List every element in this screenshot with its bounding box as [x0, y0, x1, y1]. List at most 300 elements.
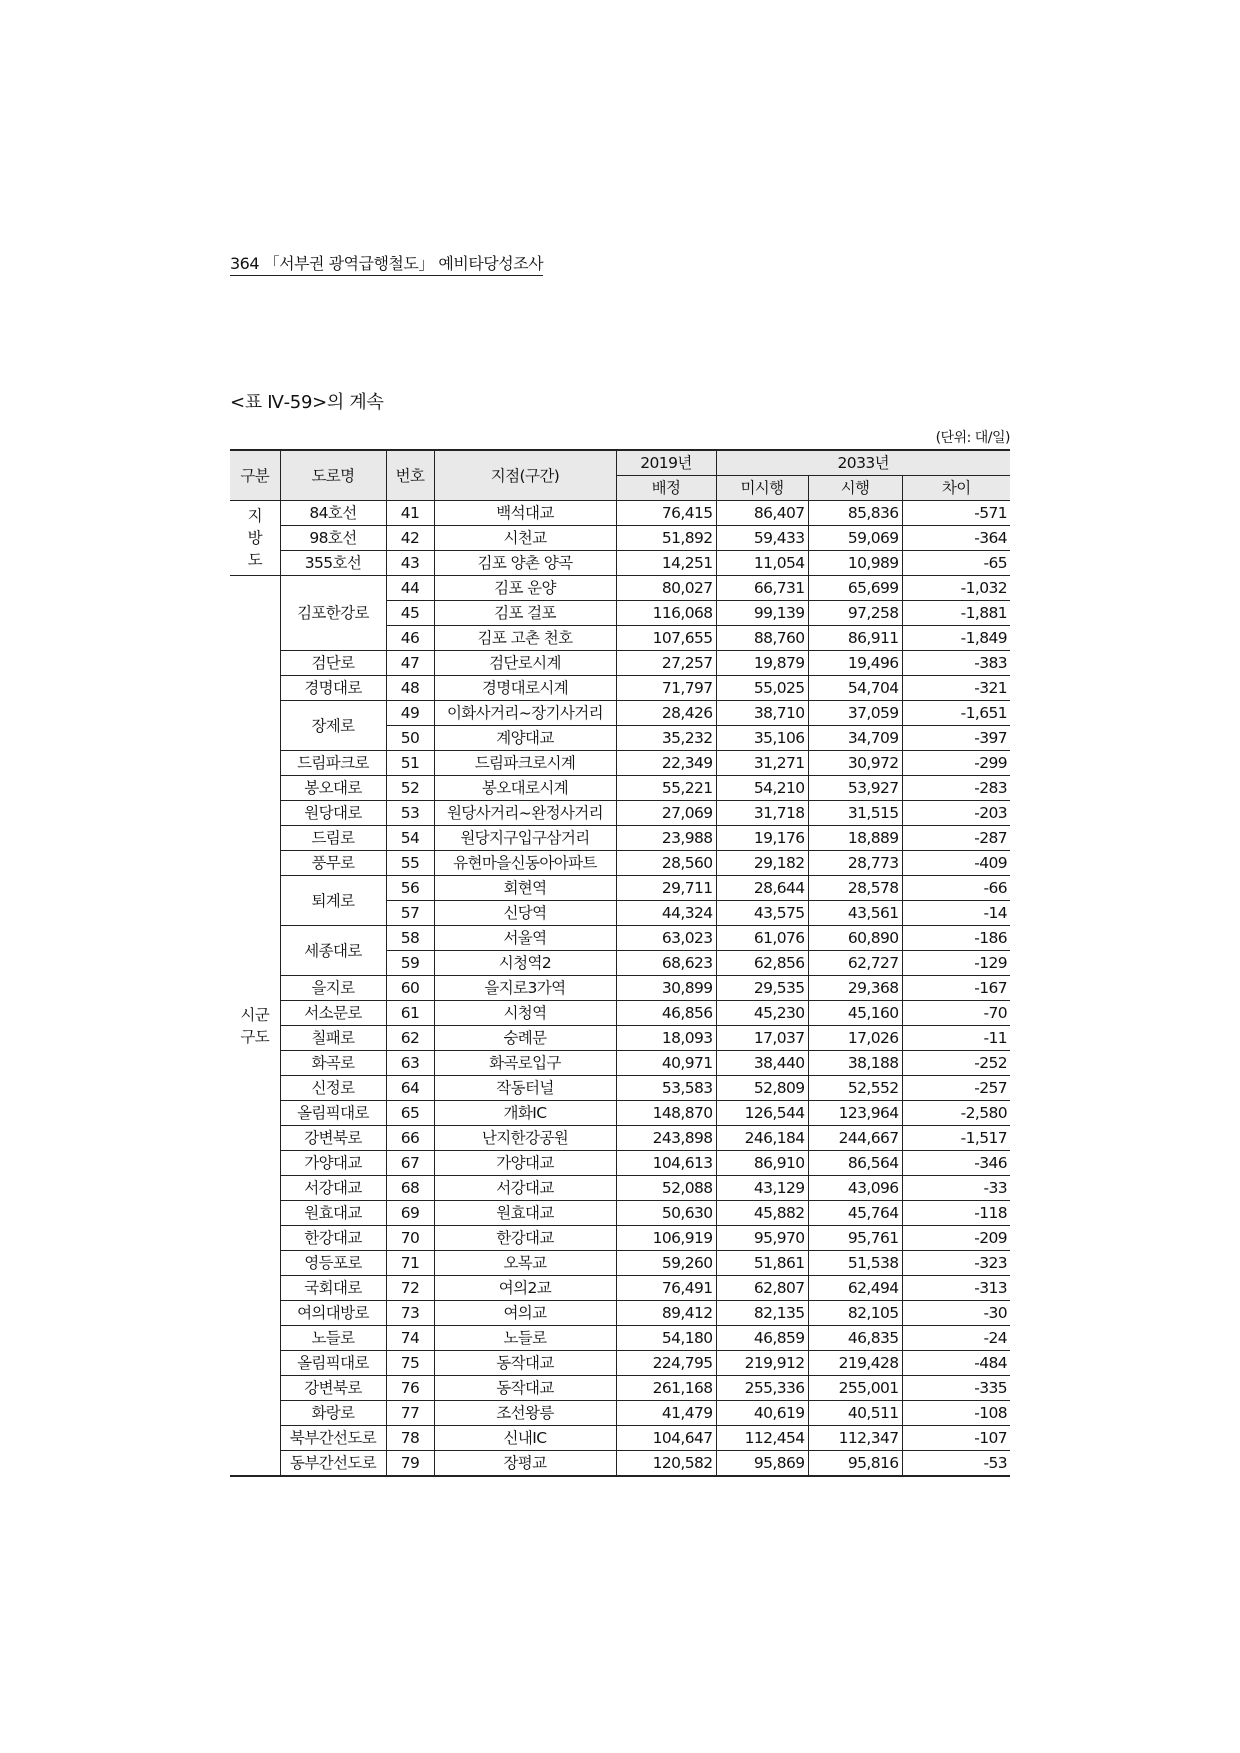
value-2033-not-implemented-cell: 99,139 [716, 601, 808, 626]
value-2019-assigned-cell: 71,797 [616, 676, 716, 701]
location-cell: 여의교 [434, 1301, 616, 1326]
value-difference-cell: -323 [902, 1251, 1010, 1276]
value-2019-assigned-cell: 50,630 [616, 1201, 716, 1226]
value-2019-assigned-cell: 27,257 [616, 651, 716, 676]
road-name-cell: 세종대로 [280, 926, 386, 976]
value-difference-cell: -107 [902, 1426, 1010, 1451]
road-name-cell: 가양대교 [280, 1151, 386, 1176]
number-cell: 52 [386, 776, 434, 801]
table-row [230, 751, 1010, 776]
number-cell: 45 [386, 601, 434, 626]
value-2033-not-implemented-cell: 126,544 [716, 1101, 808, 1126]
value-2033-implemented-cell: 54,704 [808, 676, 902, 701]
number-cell: 53 [386, 801, 434, 826]
number-cell: 63 [386, 1051, 434, 1076]
value-2033-implemented-cell: 46,835 [808, 1326, 902, 1351]
location-cell: 검단로시계 [434, 651, 616, 676]
value-2033-not-implemented-cell: 31,271 [716, 751, 808, 776]
value-2019-assigned-cell: 63,023 [616, 926, 716, 951]
value-2019-assigned-cell: 28,426 [616, 701, 716, 726]
location-cell: 개화IC [434, 1101, 616, 1126]
value-2033-not-implemented-cell: 95,869 [716, 1451, 808, 1477]
location-cell: 원당지구입구삼거리 [434, 826, 616, 851]
value-2019-assigned-cell: 120,582 [616, 1451, 716, 1477]
table-row [230, 1376, 1010, 1401]
value-difference-cell: -1,849 [902, 626, 1010, 651]
table-row [230, 1001, 1010, 1026]
number-cell: 73 [386, 1301, 434, 1326]
location-cell: 을지로3가역 [434, 976, 616, 1001]
location-cell: 시청역 [434, 1001, 616, 1026]
location-cell: 신당역 [434, 901, 616, 926]
value-difference-cell: -397 [902, 726, 1010, 751]
number-cell: 50 [386, 726, 434, 751]
number-cell: 79 [386, 1451, 434, 1477]
value-2033-implemented-cell: 123,964 [808, 1101, 902, 1126]
value-2033-not-implemented-cell: 45,882 [716, 1201, 808, 1226]
value-2033-implemented-cell: 52,552 [808, 1076, 902, 1101]
value-2033-not-implemented-cell: 246,184 [716, 1126, 808, 1151]
value-difference-cell: -118 [902, 1201, 1010, 1226]
value-2033-implemented-cell: 62,494 [808, 1276, 902, 1301]
value-difference-cell: -1,517 [902, 1126, 1010, 1151]
value-2019-assigned-cell: 243,898 [616, 1126, 716, 1151]
traffic-volume-table [230, 449, 1010, 1477]
number-cell: 66 [386, 1126, 434, 1151]
value-2033-not-implemented-cell: 17,037 [716, 1026, 808, 1051]
value-2033-not-implemented-cell: 28,644 [716, 876, 808, 901]
value-2033-implemented-cell: 19,496 [808, 651, 902, 676]
value-2033-implemented-cell: 219,428 [808, 1351, 902, 1376]
road-name-cell: 원당대로 [280, 801, 386, 826]
table-header-row [230, 450, 1010, 476]
value-difference-cell: -346 [902, 1151, 1010, 1176]
table-row [230, 651, 1010, 676]
value-difference-cell: -1,881 [902, 601, 1010, 626]
road-name-cell: 칠패로 [280, 1026, 386, 1051]
value-2019-assigned-cell: 104,613 [616, 1151, 716, 1176]
value-difference-cell: -209 [902, 1226, 1010, 1251]
value-2033-not-implemented-cell: 40,619 [716, 1401, 808, 1426]
value-difference-cell: -383 [902, 651, 1010, 676]
road-name-cell: 경명대로 [280, 676, 386, 701]
location-cell: 시청역2 [434, 951, 616, 976]
road-name-cell: 원효대교 [280, 1201, 386, 1226]
table-row [230, 1076, 1010, 1101]
value-2019-assigned-cell: 35,232 [616, 726, 716, 751]
value-2019-assigned-cell: 14,251 [616, 551, 716, 576]
table-row [230, 1101, 1010, 1126]
value-2019-assigned-cell: 51,892 [616, 526, 716, 551]
value-2033-implemented-cell: 255,001 [808, 1376, 902, 1401]
value-2033-not-implemented-cell: 11,054 [716, 551, 808, 576]
value-2033-not-implemented-cell: 52,809 [716, 1076, 808, 1101]
value-2019-assigned-cell: 18,093 [616, 1026, 716, 1051]
road-name-cell: 풍무로 [280, 851, 386, 876]
value-difference-cell: -2,580 [902, 1101, 1010, 1126]
value-2033-implemented-cell: 59,069 [808, 526, 902, 551]
table-row [230, 576, 1010, 601]
value-2019-assigned-cell: 29,711 [616, 876, 716, 901]
number-cell: 74 [386, 1326, 434, 1351]
value-2033-implemented-cell: 97,258 [808, 601, 902, 626]
value-2033-implemented-cell: 45,764 [808, 1201, 902, 1226]
value-2033-not-implemented-cell: 43,575 [716, 901, 808, 926]
location-cell: 서강대교 [434, 1176, 616, 1201]
header-location: 지점(구간) [434, 450, 616, 501]
value-2033-not-implemented-cell: 29,182 [716, 851, 808, 876]
value-2019-assigned-cell: 41,479 [616, 1401, 716, 1426]
value-2033-implemented-cell: 10,989 [808, 551, 902, 576]
number-cell: 69 [386, 1201, 434, 1226]
number-cell: 55 [386, 851, 434, 876]
table-row [230, 1176, 1010, 1201]
value-2019-assigned-cell: 68,623 [616, 951, 716, 976]
header-year-2033: 2033년 [716, 450, 1010, 476]
road-name-cell: 퇴계로 [280, 876, 386, 926]
location-cell: 노들로 [434, 1326, 616, 1351]
location-cell: 숭례문 [434, 1026, 616, 1051]
number-cell: 42 [386, 526, 434, 551]
number-cell: 70 [386, 1226, 434, 1251]
number-cell: 76 [386, 1376, 434, 1401]
value-difference-cell: -203 [902, 801, 1010, 826]
header-difference: 차이 [902, 476, 1010, 501]
road-name-cell: 한강대교 [280, 1226, 386, 1251]
value-2019-assigned-cell: 46,856 [616, 1001, 716, 1026]
road-name-cell: 국회대로 [280, 1276, 386, 1301]
road-name-cell: 화곡로 [280, 1051, 386, 1076]
value-difference-cell: -321 [902, 676, 1010, 701]
header-category: 구분 [230, 450, 280, 501]
value-2033-not-implemented-cell: 54,210 [716, 776, 808, 801]
value-2033-not-implemented-cell: 88,760 [716, 626, 808, 651]
table-row [230, 501, 1010, 526]
road-name-cell: 영등포로 [280, 1251, 386, 1276]
value-2033-not-implemented-cell: 31,718 [716, 801, 808, 826]
location-cell: 계양대교 [434, 726, 616, 751]
number-cell: 65 [386, 1101, 434, 1126]
number-cell: 49 [386, 701, 434, 726]
value-difference-cell: -108 [902, 1401, 1010, 1426]
value-2033-implemented-cell: 244,667 [808, 1126, 902, 1151]
value-2033-implemented-cell: 53,927 [808, 776, 902, 801]
road-name-cell: 84호선 [280, 501, 386, 526]
unit-note: (단위: 대/일) [935, 430, 1010, 446]
value-2033-not-implemented-cell: 46,859 [716, 1326, 808, 1351]
header-assigned: 배정 [616, 476, 716, 501]
road-name-cell: 서소문로 [280, 1001, 386, 1026]
value-2033-not-implemented-cell: 19,176 [716, 826, 808, 851]
location-cell: 유현마을신동아아파트 [434, 851, 616, 876]
road-name-cell: 노들로 [280, 1326, 386, 1351]
value-2033-implemented-cell: 37,059 [808, 701, 902, 726]
number-cell: 43 [386, 551, 434, 576]
table-caption: <표 Ⅳ-59>의 계속 [230, 392, 384, 413]
value-2019-assigned-cell: 104,647 [616, 1426, 716, 1451]
location-cell: 시천교 [434, 526, 616, 551]
value-difference-cell: -287 [902, 826, 1010, 851]
location-cell: 이화사거리~장기사거리 [434, 701, 616, 726]
value-2019-assigned-cell: 55,221 [616, 776, 716, 801]
location-cell: 동작대교 [434, 1351, 616, 1376]
number-cell: 64 [386, 1076, 434, 1101]
table-row [230, 851, 1010, 876]
value-difference-cell: -484 [902, 1351, 1010, 1376]
value-difference-cell: -186 [902, 926, 1010, 951]
road-name-cell: 여의대방로 [280, 1301, 386, 1326]
location-cell: 김포 고촌 천호 [434, 626, 616, 651]
road-name-cell: 봉오대로 [280, 776, 386, 801]
value-2019-assigned-cell: 106,919 [616, 1226, 716, 1251]
location-cell: 작동터널 [434, 1076, 616, 1101]
value-2033-not-implemented-cell: 255,336 [716, 1376, 808, 1401]
value-2019-assigned-cell: 52,088 [616, 1176, 716, 1201]
value-2033-implemented-cell: 60,890 [808, 926, 902, 951]
location-cell: 김포 걸포 [434, 601, 616, 626]
value-2033-implemented-cell: 86,911 [808, 626, 902, 651]
value-difference-cell: -30 [902, 1301, 1010, 1326]
number-cell: 72 [386, 1276, 434, 1301]
value-difference-cell: -299 [902, 751, 1010, 776]
road-name-cell: 김포한강로 [280, 576, 386, 651]
value-2033-not-implemented-cell: 112,454 [716, 1426, 808, 1451]
table-row [230, 1151, 1010, 1176]
road-name-cell: 검단로 [280, 651, 386, 676]
road-name-cell: 을지로 [280, 976, 386, 1001]
location-cell: 신내IC [434, 1426, 616, 1451]
value-2033-implemented-cell: 18,889 [808, 826, 902, 851]
value-2033-implemented-cell: 85,836 [808, 501, 902, 526]
value-2019-assigned-cell: 30,899 [616, 976, 716, 1001]
value-2019-assigned-cell: 261,168 [616, 1376, 716, 1401]
location-cell: 화곡로입구 [434, 1051, 616, 1076]
table-row [230, 1426, 1010, 1451]
value-2033-implemented-cell: 112,347 [808, 1426, 902, 1451]
value-difference-cell: -24 [902, 1326, 1010, 1351]
value-difference-cell: -1,651 [902, 701, 1010, 726]
value-2033-implemented-cell: 34,709 [808, 726, 902, 751]
number-cell: 77 [386, 1401, 434, 1426]
number-cell: 68 [386, 1176, 434, 1201]
location-cell: 한강대교 [434, 1226, 616, 1251]
number-cell: 57 [386, 901, 434, 926]
number-cell: 51 [386, 751, 434, 776]
header-not-implemented: 미시행 [716, 476, 808, 501]
value-difference-cell: -257 [902, 1076, 1010, 1101]
number-cell: 67 [386, 1151, 434, 1176]
number-cell: 56 [386, 876, 434, 901]
value-2033-not-implemented-cell: 86,407 [716, 501, 808, 526]
value-2033-implemented-cell: 43,561 [808, 901, 902, 926]
value-2019-assigned-cell: 28,560 [616, 851, 716, 876]
value-2033-not-implemented-cell: 66,731 [716, 576, 808, 601]
location-cell: 드림파크로시계 [434, 751, 616, 776]
value-2019-assigned-cell: 89,412 [616, 1301, 716, 1326]
location-cell: 경명대로시계 [434, 676, 616, 701]
value-2019-assigned-cell: 148,870 [616, 1101, 716, 1126]
table-row [230, 1276, 1010, 1301]
road-name-cell: 신정로 [280, 1076, 386, 1101]
value-difference-cell: -364 [902, 526, 1010, 551]
value-2033-implemented-cell: 28,773 [808, 851, 902, 876]
table-row [230, 1226, 1010, 1251]
number-cell: 44 [386, 576, 434, 601]
header-road: 도로명 [280, 450, 386, 501]
value-2033-not-implemented-cell: 62,856 [716, 951, 808, 976]
value-2033-not-implemented-cell: 59,433 [716, 526, 808, 551]
value-2019-assigned-cell: 27,069 [616, 801, 716, 826]
number-cell: 47 [386, 651, 434, 676]
value-difference-cell: -65 [902, 551, 1010, 576]
table-row [230, 701, 1010, 726]
value-2033-not-implemented-cell: 86,910 [716, 1151, 808, 1176]
number-cell: 61 [386, 1001, 434, 1026]
value-2033-not-implemented-cell: 61,076 [716, 926, 808, 951]
location-cell: 오목교 [434, 1251, 616, 1276]
road-name-cell: 장제로 [280, 701, 386, 751]
value-2033-not-implemented-cell: 45,230 [716, 1001, 808, 1026]
road-name-cell: 올림픽대로 [280, 1351, 386, 1376]
value-2033-implemented-cell: 86,564 [808, 1151, 902, 1176]
location-cell: 가양대교 [434, 1151, 616, 1176]
value-difference-cell: -53 [902, 1451, 1010, 1477]
table-row [230, 876, 1010, 901]
table-row [230, 801, 1010, 826]
value-2033-not-implemented-cell: 19,879 [716, 651, 808, 676]
value-2019-assigned-cell: 40,971 [616, 1051, 716, 1076]
location-cell: 회현역 [434, 876, 616, 901]
table-row [230, 826, 1010, 851]
header-year-2019: 2019년 [616, 450, 716, 476]
table-row [230, 976, 1010, 1001]
number-cell: 78 [386, 1426, 434, 1451]
value-difference-cell: -70 [902, 1001, 1010, 1026]
number-cell: 54 [386, 826, 434, 851]
value-2033-not-implemented-cell: 35,106 [716, 726, 808, 751]
value-2033-implemented-cell: 31,515 [808, 801, 902, 826]
table-row [230, 1251, 1010, 1276]
table-row [230, 676, 1010, 701]
value-2019-assigned-cell: 22,349 [616, 751, 716, 776]
value-2033-implemented-cell: 43,096 [808, 1176, 902, 1201]
value-difference-cell: -11 [902, 1026, 1010, 1051]
table-row [230, 1051, 1010, 1076]
road-name-cell: 강변북로 [280, 1376, 386, 1401]
table-row [230, 1401, 1010, 1426]
value-difference-cell: -283 [902, 776, 1010, 801]
value-2033-not-implemented-cell: 29,535 [716, 976, 808, 1001]
value-2019-assigned-cell: 224,795 [616, 1351, 716, 1376]
value-2033-not-implemented-cell: 219,912 [716, 1351, 808, 1376]
value-2033-not-implemented-cell: 38,440 [716, 1051, 808, 1076]
value-2033-implemented-cell: 95,761 [808, 1226, 902, 1251]
value-difference-cell: -33 [902, 1176, 1010, 1201]
value-difference-cell: -129 [902, 951, 1010, 976]
road-name-cell: 드림파크로 [280, 751, 386, 776]
value-2033-implemented-cell: 28,578 [808, 876, 902, 901]
value-2033-not-implemented-cell: 62,807 [716, 1276, 808, 1301]
number-cell: 48 [386, 676, 434, 701]
road-name-cell: 동부간선도로 [280, 1451, 386, 1477]
value-2033-implemented-cell: 45,160 [808, 1001, 902, 1026]
road-name-cell: 북부간선도로 [280, 1426, 386, 1451]
location-cell: 김포 운양 [434, 576, 616, 601]
location-cell: 김포 양촌 양곡 [434, 551, 616, 576]
road-name-cell: 드림로 [280, 826, 386, 851]
table-row [230, 1451, 1010, 1477]
number-cell: 60 [386, 976, 434, 1001]
number-cell: 75 [386, 1351, 434, 1376]
number-cell: 71 [386, 1251, 434, 1276]
number-cell: 62 [386, 1026, 434, 1051]
location-cell: 조선왕릉 [434, 1401, 616, 1426]
value-2019-assigned-cell: 53,583 [616, 1076, 716, 1101]
location-cell: 원효대교 [434, 1201, 616, 1226]
value-2019-assigned-cell: 107,655 [616, 626, 716, 651]
value-difference-cell: -313 [902, 1276, 1010, 1301]
value-difference-cell: -335 [902, 1376, 1010, 1401]
location-cell: 봉오대로시계 [434, 776, 616, 801]
road-name-cell: 강변북로 [280, 1126, 386, 1151]
value-difference-cell: -409 [902, 851, 1010, 876]
location-cell: 원당사거리~완정사거리 [434, 801, 616, 826]
table-row [230, 1326, 1010, 1351]
number-cell: 58 [386, 926, 434, 951]
number-cell: 41 [386, 501, 434, 526]
table-row [230, 926, 1010, 951]
number-cell: 46 [386, 626, 434, 651]
running-header: 364 「서부권 광역급행철도」 예비타당성조사 [230, 251, 543, 276]
table-row [230, 1026, 1010, 1051]
location-cell: 장평교 [434, 1451, 616, 1477]
value-difference-cell: -167 [902, 976, 1010, 1001]
road-name-cell: 화랑로 [280, 1401, 386, 1426]
value-2019-assigned-cell: 80,027 [616, 576, 716, 601]
value-difference-cell: -14 [902, 901, 1010, 926]
table-row [230, 1351, 1010, 1376]
table-row [230, 1201, 1010, 1226]
value-2033-implemented-cell: 65,699 [808, 576, 902, 601]
table-row [230, 551, 1010, 576]
location-cell: 백석대교 [434, 501, 616, 526]
value-2033-implemented-cell: 62,727 [808, 951, 902, 976]
value-difference-cell: -1,032 [902, 576, 1010, 601]
value-difference-cell: -252 [902, 1051, 1010, 1076]
value-2019-assigned-cell: 116,068 [616, 601, 716, 626]
table-body [230, 501, 1010, 1477]
value-2033-not-implemented-cell: 38,710 [716, 701, 808, 726]
location-cell: 서울역 [434, 926, 616, 951]
location-cell: 여의2교 [434, 1276, 616, 1301]
road-name-cell: 98호선 [280, 526, 386, 551]
location-cell: 난지한강공원 [434, 1126, 616, 1151]
number-cell: 59 [386, 951, 434, 976]
road-name-cell: 올림픽대로 [280, 1101, 386, 1126]
value-2033-implemented-cell: 82,105 [808, 1301, 902, 1326]
value-2019-assigned-cell: 76,491 [616, 1276, 716, 1301]
value-2033-not-implemented-cell: 82,135 [716, 1301, 808, 1326]
value-difference-cell: -571 [902, 501, 1010, 526]
value-2033-not-implemented-cell: 55,025 [716, 676, 808, 701]
road-name-cell: 355호선 [280, 551, 386, 576]
value-2033-implemented-cell: 17,026 [808, 1026, 902, 1051]
category-city-road: 시군 구도 [230, 576, 280, 1477]
road-name-cell: 서강대교 [280, 1176, 386, 1201]
table-row [230, 1126, 1010, 1151]
header-number: 번호 [386, 450, 434, 501]
value-2019-assigned-cell: 76,415 [616, 501, 716, 526]
